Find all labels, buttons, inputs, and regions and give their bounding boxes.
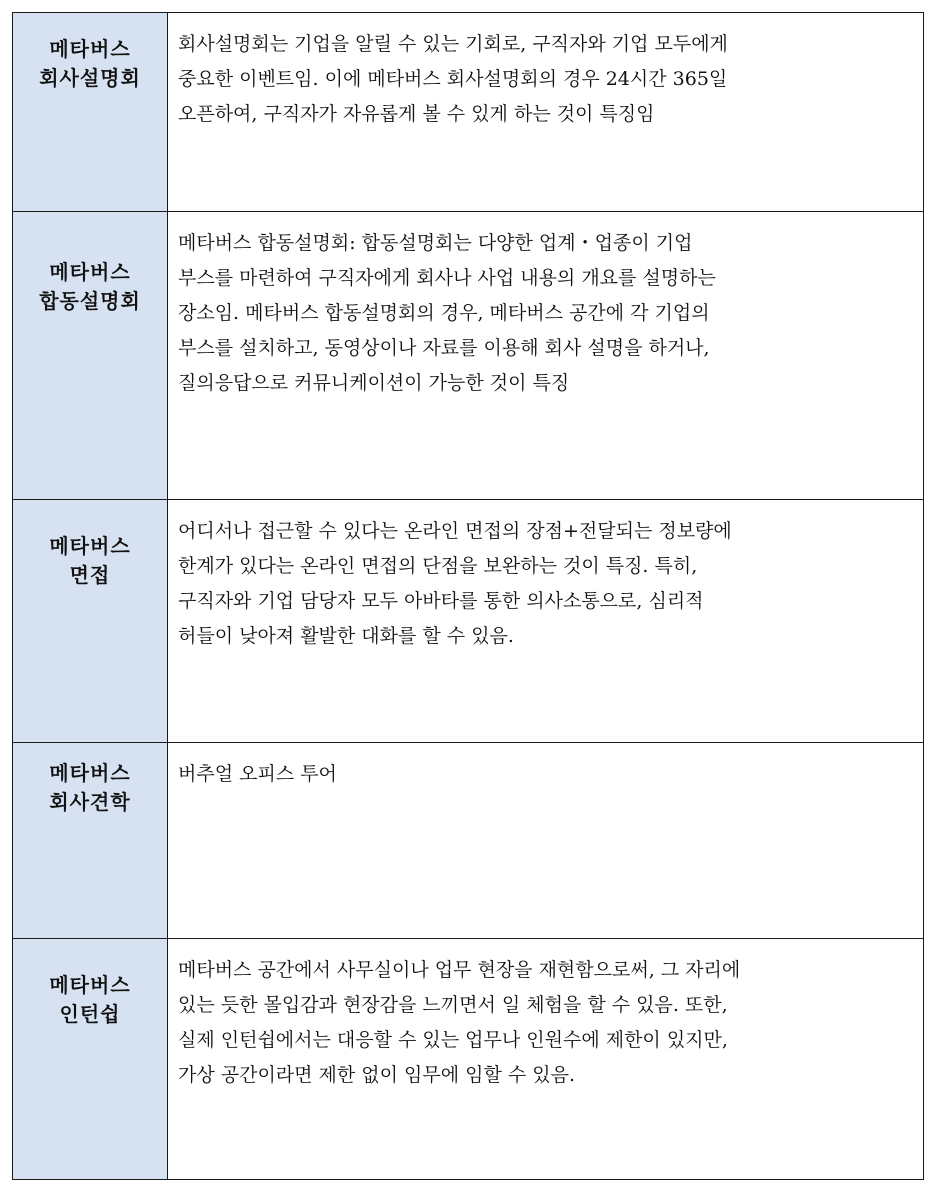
- row-header-cell: [13, 743, 168, 939]
- description-line: 실제 인턴쉽에서는 대응할 수 있는 업무나 인원수에 제한이 있지만,: [178, 1029, 728, 1051]
- description-line: 장소임. 메타버스 합동설명회의 경우, 메타버스 공간에 각 기업의: [178, 302, 710, 324]
- row-header-line-1: 메타버스: [49, 761, 131, 785]
- table-row: [13, 13, 924, 212]
- row-header-line-1: 메타버스: [49, 534, 131, 558]
- row-header-cell: [13, 212, 168, 500]
- row-description-cell: [168, 500, 924, 743]
- description-line: 있는 듯한 몰입감과 현장감을 느끼면서 일 체험을 할 수 있음. 또한,: [178, 994, 728, 1016]
- row-description-cell: [168, 13, 924, 212]
- table-row: [13, 939, 924, 1180]
- description-line: 부스를 마련하여 구직자에게 회사나 사업 내용의 개요를 설명하는: [178, 267, 716, 289]
- description-line: 중요한 이벤트임. 이에 메타버스 회사설명회의 경우 24시간 365일: [178, 68, 728, 90]
- row-header-line-2: 회사설명회: [39, 66, 141, 90]
- row-description-cell: [168, 939, 924, 1180]
- row-description-cell: [168, 743, 924, 939]
- row-header-cell: [13, 939, 168, 1180]
- row-header-line-1: 메타버스: [49, 37, 131, 61]
- metaverse-recruiting-table: [12, 12, 924, 1180]
- table-row: [13, 212, 924, 500]
- description-line: 오픈하여, 구직자가 자유롭게 볼 수 있게 하는 것이 특징임: [178, 103, 655, 125]
- description-line: 버추얼 오피스 투어: [178, 763, 337, 785]
- description-line: 질의응답으로 커뮤니케이션이 가능한 것이 특징: [178, 372, 570, 394]
- description-line: 어디서나 접근할 수 있다는 온라인 면접의 장점+전달되는 정보량에: [178, 520, 732, 542]
- table-row: [13, 743, 924, 939]
- row-header-cell: [13, 13, 168, 212]
- description-line: 부스를 설치하고, 동영상이나 자료를 이용해 회사 설명을 하거나,: [178, 337, 710, 359]
- row-header-line-2: 인턴쉽: [59, 1002, 121, 1026]
- row-header-cell: [13, 500, 168, 743]
- description-line: 회사설명회는 기업을 알릴 수 있는 기회로, 구직자와 기업 모두에게: [178, 33, 728, 55]
- row-header-line-1: 메타버스: [49, 973, 131, 997]
- description-line: 가상 공간이라면 제한 없이 임무에 임할 수 있음.: [178, 1064, 576, 1086]
- row-header-line-1: 메타버스: [49, 260, 131, 284]
- row-header-line-2: 면접: [69, 563, 111, 587]
- description-line: 구직자와 기업 담당자 모두 아바타를 통한 의사소통으로, 심리적: [178, 590, 704, 612]
- description-line: 허들이 낮아져 활발한 대화를 할 수 있음.: [178, 625, 514, 647]
- description-line: 메타버스 합동설명회: 합동설명회는 다양한 업계・업종이 기업: [178, 232, 693, 254]
- row-description-cell: [168, 212, 924, 500]
- row-header-line-2: 회사견학: [49, 790, 131, 814]
- description-line: 한계가 있다는 온라인 면접의 단점을 보완하는 것이 특징. 특히,: [178, 555, 698, 577]
- row-header-line-2: 합동설명회: [39, 289, 141, 313]
- description-line: 메타버스 공간에서 사무실이나 업무 현장을 재현함으로써, 그 자리에: [178, 959, 741, 981]
- table-row: [13, 500, 924, 743]
